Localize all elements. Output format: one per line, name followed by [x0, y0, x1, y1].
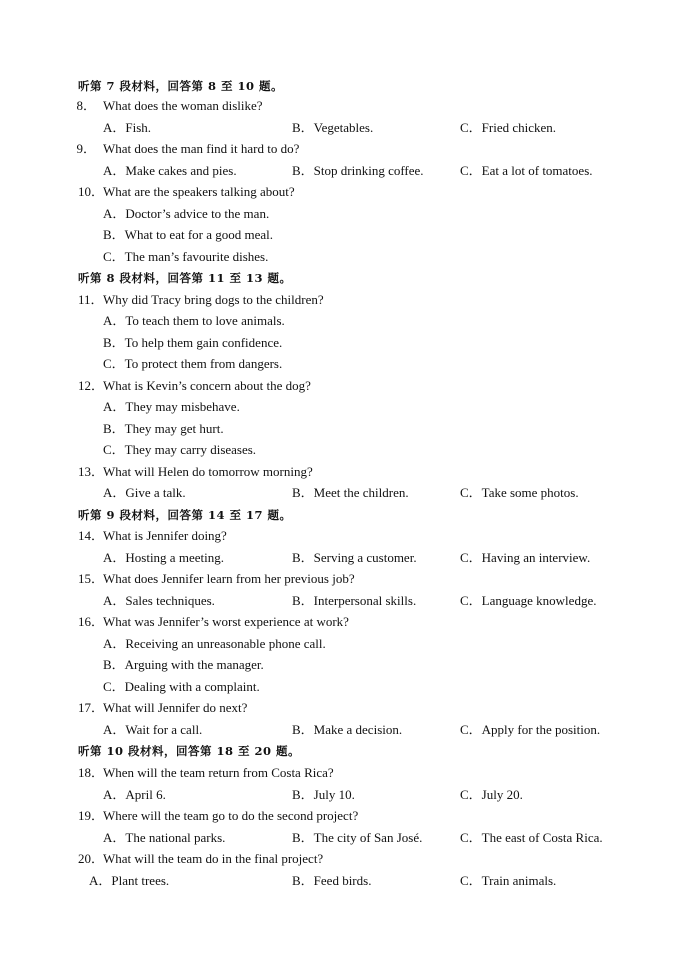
option-b: B．Arguing with the manager.: [103, 657, 264, 672]
question-text: Where will the team go to do the second project?: [103, 808, 359, 823]
question-number: 15．: [78, 571, 105, 586]
option-a: A．Wait for a call.: [103, 722, 203, 737]
question-text: What does the man find it hard to do?: [103, 141, 300, 156]
question-text: What will Helen do tomorrow morning?: [103, 464, 313, 479]
option-c: C．Language knowledge.: [460, 593, 597, 608]
section-heading: 听第 10 段材料，回答第 18 至 20 题。: [78, 744, 301, 758]
option-a: A．Doctor’s advice to the man.: [103, 206, 270, 221]
question-number: 19．: [78, 808, 105, 823]
question-text: When will the team return from Costa Rica?: [103, 765, 334, 780]
option-c: C．Apply for the position.: [460, 722, 601, 737]
option-c: C．Take some photos.: [460, 485, 579, 500]
option-c: C．Eat a lot of tomatoes.: [460, 163, 593, 178]
section-heading: 听第 7 段材料，回答第 8 至 10 题。: [78, 79, 284, 93]
question-text: What are the speakers talking about?: [103, 184, 295, 199]
option-b: B．Feed birds.: [292, 873, 372, 888]
option-c: C．To protect them from dangers.: [103, 356, 283, 371]
option-b: B．July 10.: [292, 787, 355, 802]
question-number: 20．: [78, 851, 105, 866]
option-b: B．Meet the children.: [292, 485, 409, 500]
question-text: What was Jennifer’s worst experience at work?: [103, 614, 349, 629]
question-text: What will Jennifer do next?: [103, 700, 248, 715]
option-b: B．To help them gain confidence.: [103, 335, 283, 350]
option-a: A．Fish.: [103, 120, 152, 135]
option-b: B．Vegetables.: [292, 120, 374, 135]
option-a: A．Give a talk.: [103, 485, 186, 500]
question-number: 11．: [78, 292, 104, 307]
option-c: C．Having an interview.: [460, 550, 591, 565]
option-a: A．Make cakes and pies.: [103, 163, 237, 178]
option-c: C．The east of Costa Rica.: [460, 830, 603, 845]
option-a: A．Sales techniques.: [103, 593, 215, 608]
option-b: B．They may get hurt.: [103, 421, 224, 436]
option-c: C．July 20.: [460, 787, 523, 802]
question-text: What does the woman dislike?: [103, 98, 263, 113]
option-b: B．Serving a customer.: [292, 550, 417, 565]
option-c: C．Fried chicken.: [460, 120, 557, 135]
question-text: What does Jennifer learn from her previous job?: [103, 571, 355, 586]
option-a: A．Receiving an unreasonable phone call.: [103, 636, 326, 651]
question-number: 9．: [76, 141, 96, 156]
option-a: A．April 6.: [103, 787, 166, 802]
option-b: B．Interpersonal skills.: [292, 593, 417, 608]
question-number: 12．: [78, 378, 105, 393]
question-text: What is Jennifer doing?: [103, 528, 227, 543]
question-number: 17．: [78, 700, 105, 715]
option-c: C．Train animals.: [460, 873, 557, 888]
option-c: C．They may carry diseases.: [103, 442, 257, 457]
option-a: A．They may misbehave.: [103, 399, 240, 414]
option-b: B．Stop drinking coffee.: [292, 163, 424, 178]
question-number: 13．: [78, 464, 105, 479]
question-number: 16．: [78, 614, 105, 629]
question-number: 10．: [78, 184, 105, 199]
question-number: 18．: [78, 765, 105, 780]
option-a: A．Plant trees.: [89, 873, 170, 888]
option-c: C．The man’s favourite dishes.: [103, 249, 269, 264]
question-number: 8．: [76, 98, 96, 113]
option-b: B．The city of San José.: [292, 830, 423, 845]
option-b: B．What to eat for a good meal.: [103, 227, 274, 242]
option-c: C．Dealing with a complaint.: [103, 679, 260, 694]
section-heading: 听第 8 段材料，回答第 11 至 13 题。: [78, 271, 292, 285]
section-heading: 听第 9 段材料，回答第 14 至 17 题。: [78, 508, 292, 522]
question-text: Why did Tracy bring dogs to the children?: [103, 292, 324, 307]
question-number: 14．: [78, 528, 105, 543]
question-text: What is Kevin’s concern about the dog?: [103, 378, 311, 393]
option-a: A．Hosting a meeting.: [103, 550, 224, 565]
option-a: A．The national parks.: [103, 830, 226, 845]
option-b: B．Make a decision.: [292, 722, 403, 737]
question-text: What will the team do in the final project?: [103, 851, 324, 866]
option-a: A．To teach them to love animals.: [103, 313, 285, 328]
